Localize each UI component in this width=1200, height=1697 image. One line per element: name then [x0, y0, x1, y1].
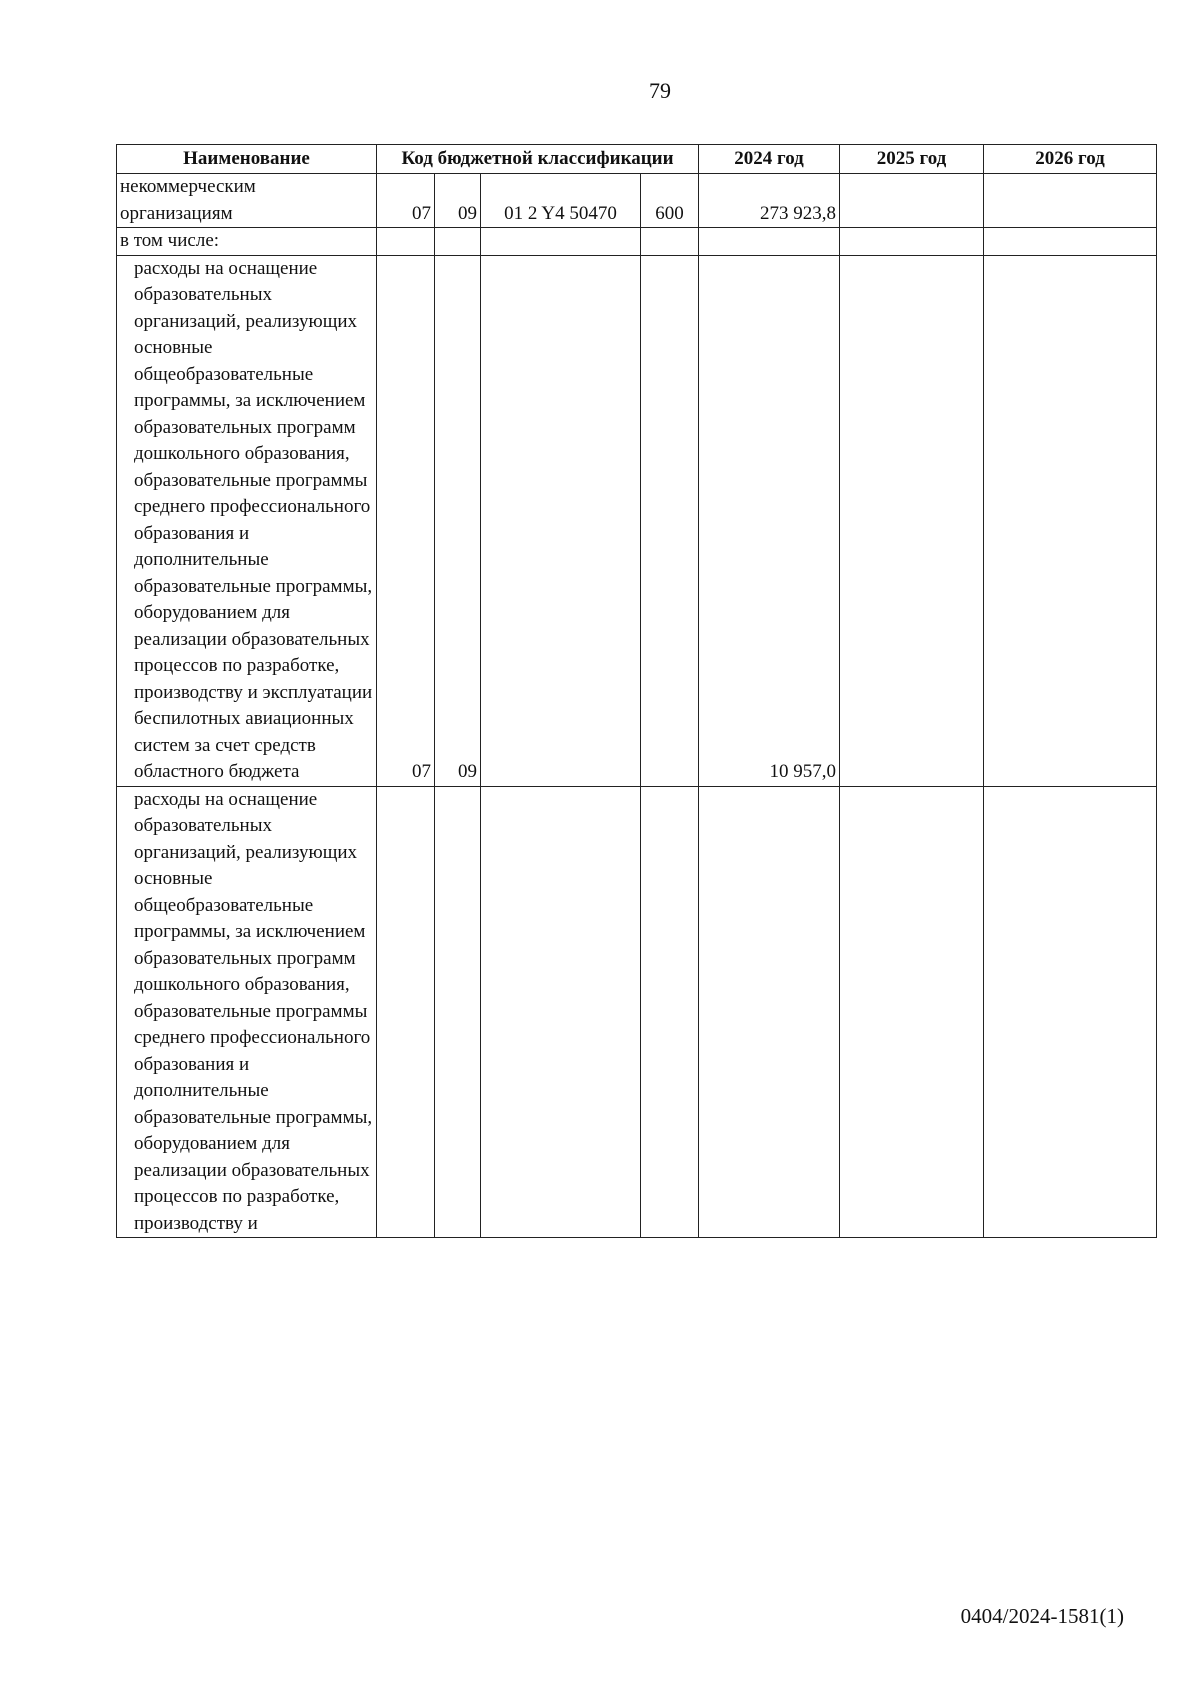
row-2025: [840, 228, 984, 256]
budget-table: [116, 144, 1157, 1238]
row-expense-type: [641, 786, 699, 1238]
table-header-row: [117, 145, 1157, 174]
row-section: 07: [377, 255, 435, 786]
row-name-text: расходы на оснащение образовательных организаций, реализующих основные общеобразовательные программы, за исключением образовательных программ дошкольного образования, образовательные программы среднего профессионального образования и дополнительные образовательные программы, оборудованием для реализации образовательных процессов по разработке, производству и эксплуатации беспилотных авиационных систем за счет средств областного бюджета: [134, 257, 373, 782]
row-target: 01 2 Y4 50470: [481, 174, 641, 228]
row-2026: [984, 174, 1157, 228]
row-expense-type: 600: [641, 174, 699, 228]
row-2024: [699, 228, 840, 256]
row-2025: [840, 255, 984, 786]
table-row: [117, 786, 1157, 1238]
table-row: [117, 228, 1157, 256]
row-name: некоммерческим организациям: [117, 174, 377, 228]
document-footer-code: 0404/2024-1581(1): [960, 1604, 1124, 1628]
row-subsection: 09: [435, 174, 481, 228]
row-section: [377, 228, 435, 256]
header-2024: 2024 год: [699, 145, 840, 174]
row-section: 07: [377, 174, 435, 228]
row-2024: [699, 786, 840, 1238]
row-name: в том числе:: [117, 228, 377, 256]
row-subsection: [435, 786, 481, 1238]
header-2025: 2025 год: [840, 145, 984, 174]
header-name: Наименование: [117, 145, 377, 174]
row-expense-type: [641, 255, 699, 786]
row-2026: [984, 786, 1157, 1238]
table-row: [117, 174, 1157, 228]
header-2026: 2026 год: [984, 145, 1157, 174]
row-2026: [984, 228, 1157, 256]
row-2024: 10 957,0: [699, 255, 840, 786]
table-row: [117, 255, 1157, 786]
page-number: 79: [649, 78, 671, 103]
row-subsection: 09: [435, 255, 481, 786]
row-name-text: расходы на оснащение образовательных организаций, реализующих основные общеобразовательные программы, за исключением образовательных программ дошкольного образования, образовательные программы среднего профессионального образования и дополнительные образовательные программы, оборудованием для реализации образовательных процессов по разработке, производству и: [134, 788, 373, 1234]
row-2026: [984, 255, 1157, 786]
row-expense-type: [641, 228, 699, 256]
row-2024: 273 923,8: [699, 174, 840, 228]
row-name: [117, 255, 377, 786]
row-name: [117, 786, 377, 1238]
row-target: [481, 255, 641, 786]
row-subsection: [435, 228, 481, 256]
row-target: [481, 786, 641, 1238]
row-target: [481, 228, 641, 256]
header-code: Код бюджетной классификации: [377, 145, 699, 174]
row-section: [377, 786, 435, 1238]
row-2025: [840, 786, 984, 1238]
row-2025: [840, 174, 984, 228]
